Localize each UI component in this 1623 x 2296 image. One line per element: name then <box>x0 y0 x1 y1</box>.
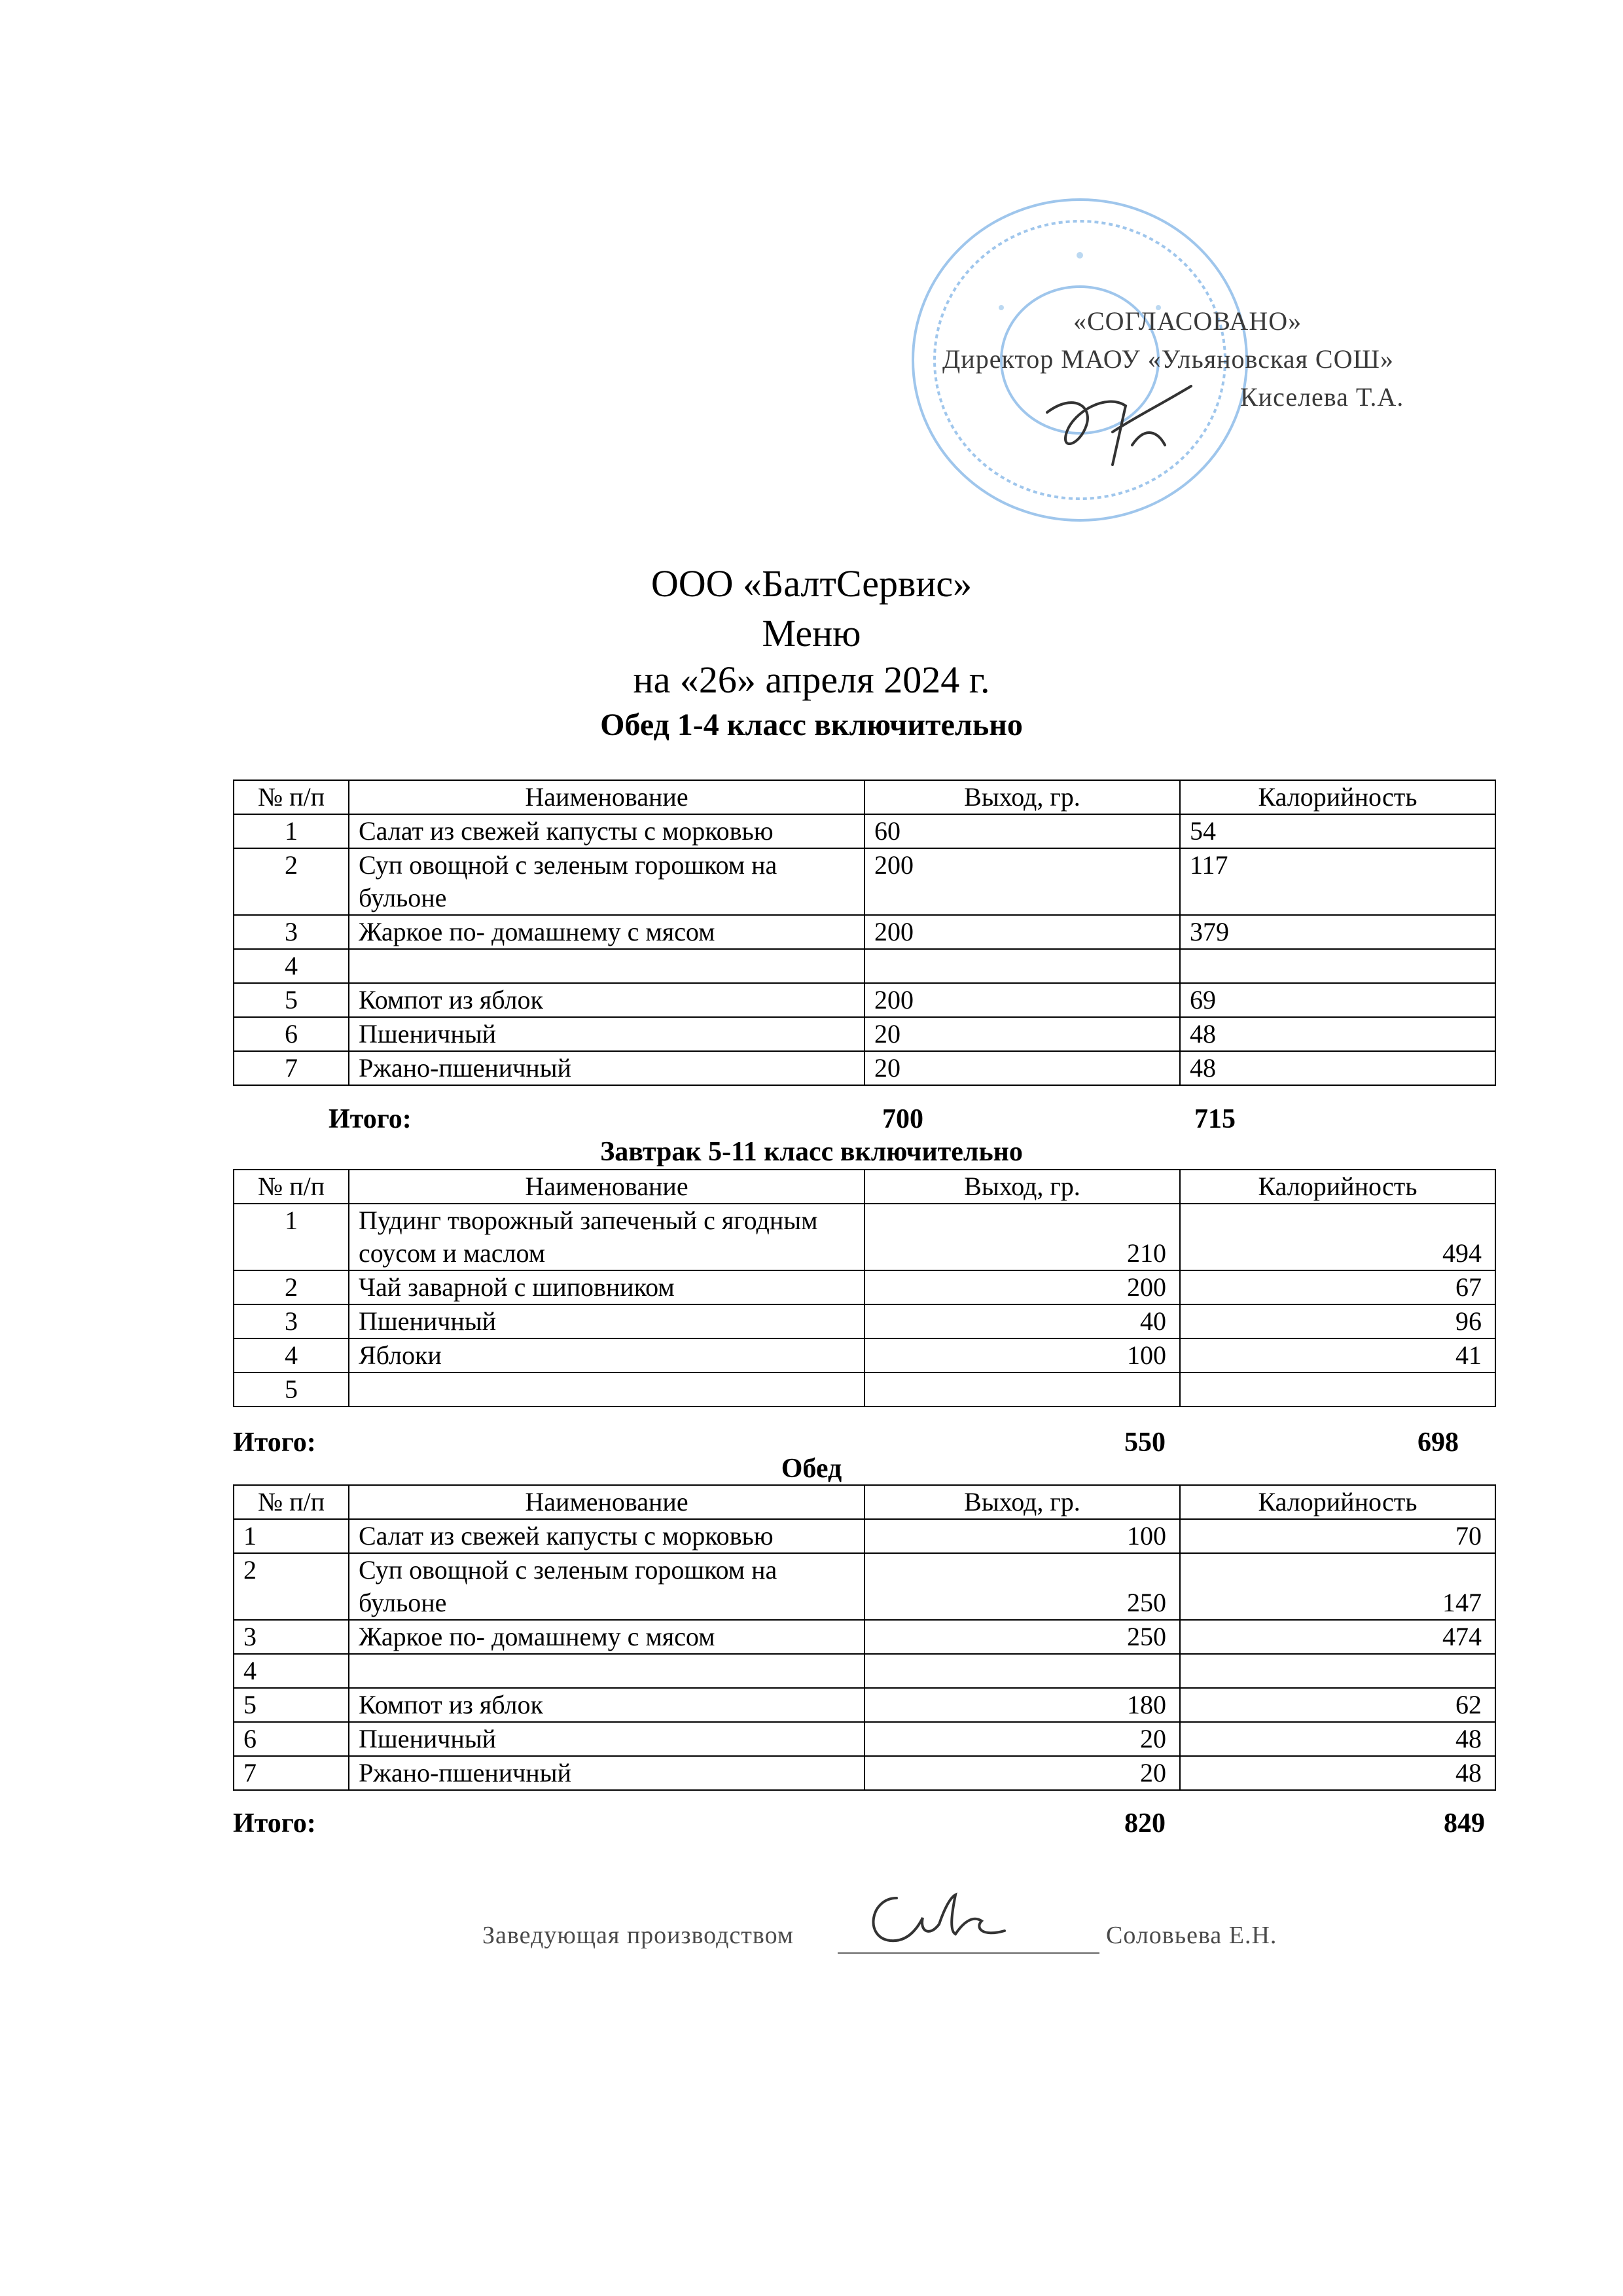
table-row <box>234 1553 1495 1620</box>
row-weight: 100 <box>865 1519 1180 1553</box>
row-name: Компот из яблок <box>349 1688 865 1722</box>
row-weight: 20 <box>865 1756 1180 1790</box>
col-name: Наименование <box>349 1485 865 1519</box>
row-weight: 210 <box>865 1204 1180 1270</box>
row-weight: 20 <box>865 1722 1180 1756</box>
section2-total-label: Итого: <box>233 1427 316 1458</box>
section3-total-weight: 820 <box>1124 1808 1166 1839</box>
table-row <box>234 1270 1495 1304</box>
organization-name: ООО «БалтСервис» <box>651 562 972 605</box>
row-calories: 70 <box>1180 1519 1495 1553</box>
row-calories: 494 <box>1180 1204 1495 1270</box>
row-num: 6 <box>234 1017 349 1051</box>
director-signature <box>1034 367 1204 471</box>
col-calories: Калорийность <box>1180 1485 1495 1519</box>
row-name: Компот из яблок <box>349 983 865 1017</box>
row-weight: 100 <box>865 1338 1180 1372</box>
row-weight <box>865 949 1180 983</box>
table-row <box>234 1338 1495 1372</box>
row-calories: 379 <box>1180 915 1495 949</box>
row-weight: 180 <box>865 1688 1180 1722</box>
table-row <box>234 1304 1495 1338</box>
section2-table <box>233 1169 1496 1407</box>
row-num: 4 <box>234 1654 349 1688</box>
section1-total-calories: 715 <box>1194 1104 1236 1134</box>
row-name: Суп овощной с зеленым горошком на бульоне <box>349 848 865 915</box>
col-calories: Калорийность <box>1180 780 1495 814</box>
row-num: 3 <box>234 1620 349 1654</box>
table-header-row <box>234 1485 1495 1519</box>
col-name: Наименование <box>349 780 865 814</box>
section1-table <box>233 780 1496 1086</box>
row-weight: 40 <box>865 1304 1180 1338</box>
footer-position: Заведующая производством <box>482 1922 794 1949</box>
row-num: 1 <box>234 1204 349 1270</box>
row-num: 5 <box>234 983 349 1017</box>
col-weight: Выход, гр. <box>865 1485 1180 1519</box>
row-num: 2 <box>234 1553 349 1620</box>
row-name: Ржано-пшеничный <box>349 1756 865 1790</box>
table-row <box>234 1051 1495 1085</box>
row-num: 3 <box>234 1304 349 1338</box>
table-row <box>234 1017 1495 1051</box>
row-num: 5 <box>234 1372 349 1407</box>
table-row <box>234 814 1495 848</box>
row-calories <box>1180 1372 1495 1407</box>
row-name: Пшеничный <box>349 1304 865 1338</box>
row-name: Ржано-пшеничный <box>349 1051 865 1085</box>
row-num: 4 <box>234 949 349 983</box>
row-name: Яблоки <box>349 1338 865 1372</box>
section3-table <box>233 1484 1496 1791</box>
row-name: Пшеничный <box>349 1722 865 1756</box>
approval-block <box>942 302 1544 416</box>
section1-total-weight: 700 <box>882 1104 923 1134</box>
row-num: 3 <box>234 915 349 949</box>
table-row <box>234 1204 1495 1270</box>
col-weight: Выход, гр. <box>865 780 1180 814</box>
row-num: 1 <box>234 1519 349 1553</box>
col-num: № п/п <box>234 1485 349 1519</box>
row-num: 7 <box>234 1756 349 1790</box>
row-num: 6 <box>234 1722 349 1756</box>
row-num: 2 <box>234 848 349 915</box>
section2-title: Завтрак 5-11 класс включительно <box>600 1137 1023 1167</box>
row-calories: 48 <box>1180 1017 1495 1051</box>
table-row <box>234 1372 1495 1407</box>
approval-position: Директор МАОУ «Ульяновская СОШ» <box>942 344 1394 374</box>
row-name: Салат из свежей капусты с морковью <box>349 814 865 848</box>
row-weight: 20 <box>865 1051 1180 1085</box>
row-name <box>349 1372 865 1407</box>
row-num: 5 <box>234 1688 349 1722</box>
section1-title: Обед 1-4 класс включительно <box>600 708 1023 742</box>
table-row <box>234 1722 1495 1756</box>
production-head-signature <box>857 1885 1008 1957</box>
row-weight: 60 <box>865 814 1180 848</box>
row-num: 7 <box>234 1051 349 1085</box>
row-calories: 67 <box>1180 1270 1495 1304</box>
table-row <box>234 848 1495 915</box>
row-name: Суп овощной с зеленым горошком на бульоне <box>349 1553 865 1620</box>
row-weight: 250 <box>865 1553 1180 1620</box>
table-row <box>234 1654 1495 1688</box>
row-calories: 69 <box>1180 983 1495 1017</box>
row-name <box>349 1654 865 1688</box>
section3-title: Обед <box>781 1454 842 1484</box>
row-calories: 54 <box>1180 814 1495 848</box>
row-num: 1 <box>234 814 349 848</box>
menu-date: на «26» апреля 2024 г. <box>633 658 990 701</box>
section2-total-weight: 550 <box>1124 1427 1166 1458</box>
section2-total-calories: 698 <box>1418 1427 1459 1458</box>
row-calories: 117 <box>1180 848 1495 915</box>
row-name: Пшеничный <box>349 1017 865 1051</box>
row-weight: 200 <box>865 848 1180 915</box>
row-calories: 96 <box>1180 1304 1495 1338</box>
row-calories: 62 <box>1180 1688 1495 1722</box>
row-num: 2 <box>234 1270 349 1304</box>
menu-title: Меню <box>762 612 861 655</box>
col-name: Наименование <box>349 1170 865 1204</box>
table-row <box>234 1688 1495 1722</box>
col-num: № п/п <box>234 780 349 814</box>
row-calories: 474 <box>1180 1620 1495 1654</box>
row-calories: 48 <box>1180 1051 1495 1085</box>
row-weight: 250 <box>865 1620 1180 1654</box>
row-calories: 41 <box>1180 1338 1495 1372</box>
row-name: Пудинг творожный запеченый с ягодным соусом и маслом <box>349 1204 865 1270</box>
row-weight <box>865 1372 1180 1407</box>
row-weight: 200 <box>865 983 1180 1017</box>
row-weight <box>865 1654 1180 1688</box>
row-weight: 20 <box>865 1017 1180 1051</box>
row-name: Жаркое по- домашнему с мясом <box>349 1620 865 1654</box>
section1-total-label: Итого: <box>329 1104 412 1134</box>
row-name: Жаркое по- домашнему с мясом <box>349 915 865 949</box>
table-row <box>234 1519 1495 1553</box>
table-row <box>234 915 1495 949</box>
table-header-row <box>234 780 1495 814</box>
row-weight: 200 <box>865 1270 1180 1304</box>
table-row <box>234 983 1495 1017</box>
row-name: Чай заварной с шиповником <box>349 1270 865 1304</box>
table-row <box>234 949 1495 983</box>
approval-signatory: Киселева Т.А. <box>1240 382 1404 412</box>
row-calories: 147 <box>1180 1553 1495 1620</box>
row-name: Салат из свежей капусты с морковью <box>349 1519 865 1553</box>
table-row <box>234 1756 1495 1790</box>
table-header-row <box>234 1170 1495 1204</box>
approval-title: «СОГЛАСОВАНО» <box>1073 306 1302 336</box>
row-calories <box>1180 949 1495 983</box>
row-calories <box>1180 1654 1495 1688</box>
row-calories: 48 <box>1180 1756 1495 1790</box>
row-num: 4 <box>234 1338 349 1372</box>
section3-total-label: Итого: <box>233 1808 316 1839</box>
row-name <box>349 949 865 983</box>
row-calories: 48 <box>1180 1722 1495 1756</box>
table-row <box>234 1620 1495 1654</box>
footer-signatory: Соловьева Е.Н. <box>1106 1922 1277 1949</box>
col-calories: Калорийность <box>1180 1170 1495 1204</box>
row-weight: 200 <box>865 915 1180 949</box>
section3-total-calories: 849 <box>1444 1808 1485 1839</box>
col-num: № п/п <box>234 1170 349 1204</box>
col-weight: Выход, гр. <box>865 1170 1180 1204</box>
